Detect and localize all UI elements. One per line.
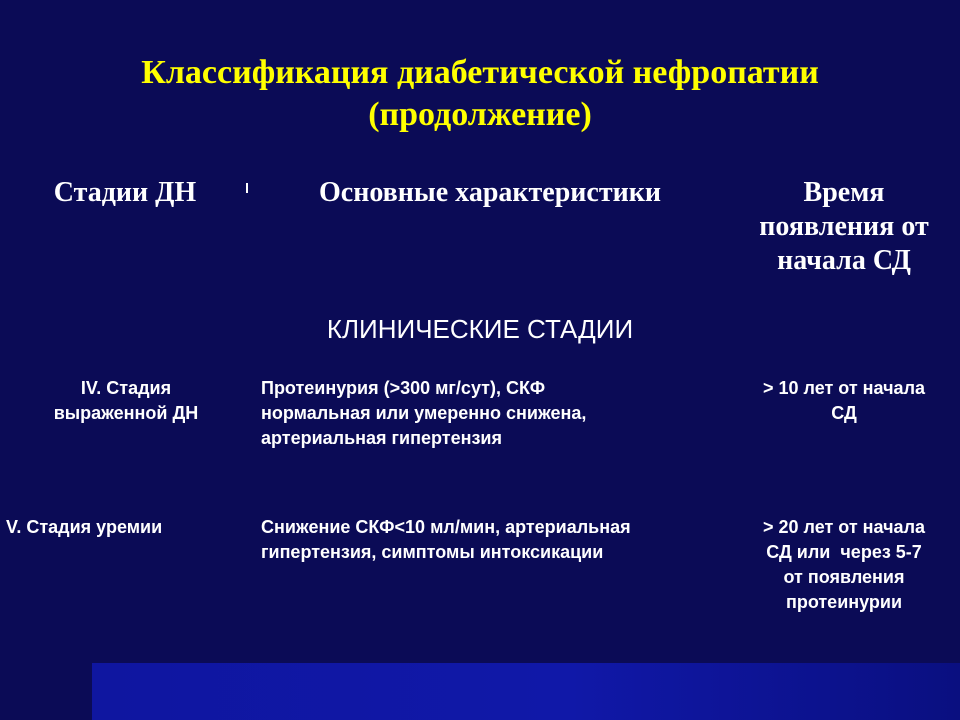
header-time-line-3: начала СД [777,245,911,276]
row-5-stage-line-1: V. Стадия уремии [6,517,163,537]
slide-title [60,52,900,136]
header-divider-mark [246,183,248,193]
header-characteristics: Основные характеристики [319,177,661,208]
header-time-line-2: появления от [759,211,929,242]
bottom-decorative-band [92,663,960,720]
header-stage: Стадии ДН [53,177,197,208]
row-4-time-line-1: > 10 лет от начала [762,378,926,398]
row-4-time [740,376,948,426]
row-5-stage [6,515,216,540]
title-line-2: (продолжение) [368,96,592,133]
row-5-char-line-2: гипертензия, симптомы интоксикации [261,542,604,562]
row-5-time [740,515,948,615]
title-line-1: Классификация диабетической нефропатии [141,54,819,91]
row-5-time-line-3: от появления [783,567,905,587]
header-time [738,176,950,278]
row-4-char-line-1: Протеинурия (>300 мг/сут), СКФ [261,378,546,398]
row-5-time-line-2: СД или через 5-7 [766,542,922,562]
row-4-stage-line-2: выраженной ДН [53,403,199,423]
section-clinical-stages: КЛИНИЧЕСКИЕ СТАДИИ [326,314,634,344]
row-4-stage-line-1: IV. Стадия [80,378,172,398]
row-4-char-line-2: нормальная или умеренно снижена, [261,403,587,423]
row-4-stage [28,376,224,426]
header-time-line-1: Время [803,177,885,208]
row-4-characteristics [261,376,731,451]
row-5-characteristics [261,515,731,565]
row-5-char-line-1: Снижение СКФ<10 мл/мин, артериальная [261,517,631,537]
row-4-char-line-3: артериальная гипертензия [261,428,502,448]
row-5-time-line-1: > 20 лет от начала [762,517,926,537]
row-5-time-line-4: протеинурии [785,592,903,612]
row-4-time-line-2: СД [831,403,857,423]
